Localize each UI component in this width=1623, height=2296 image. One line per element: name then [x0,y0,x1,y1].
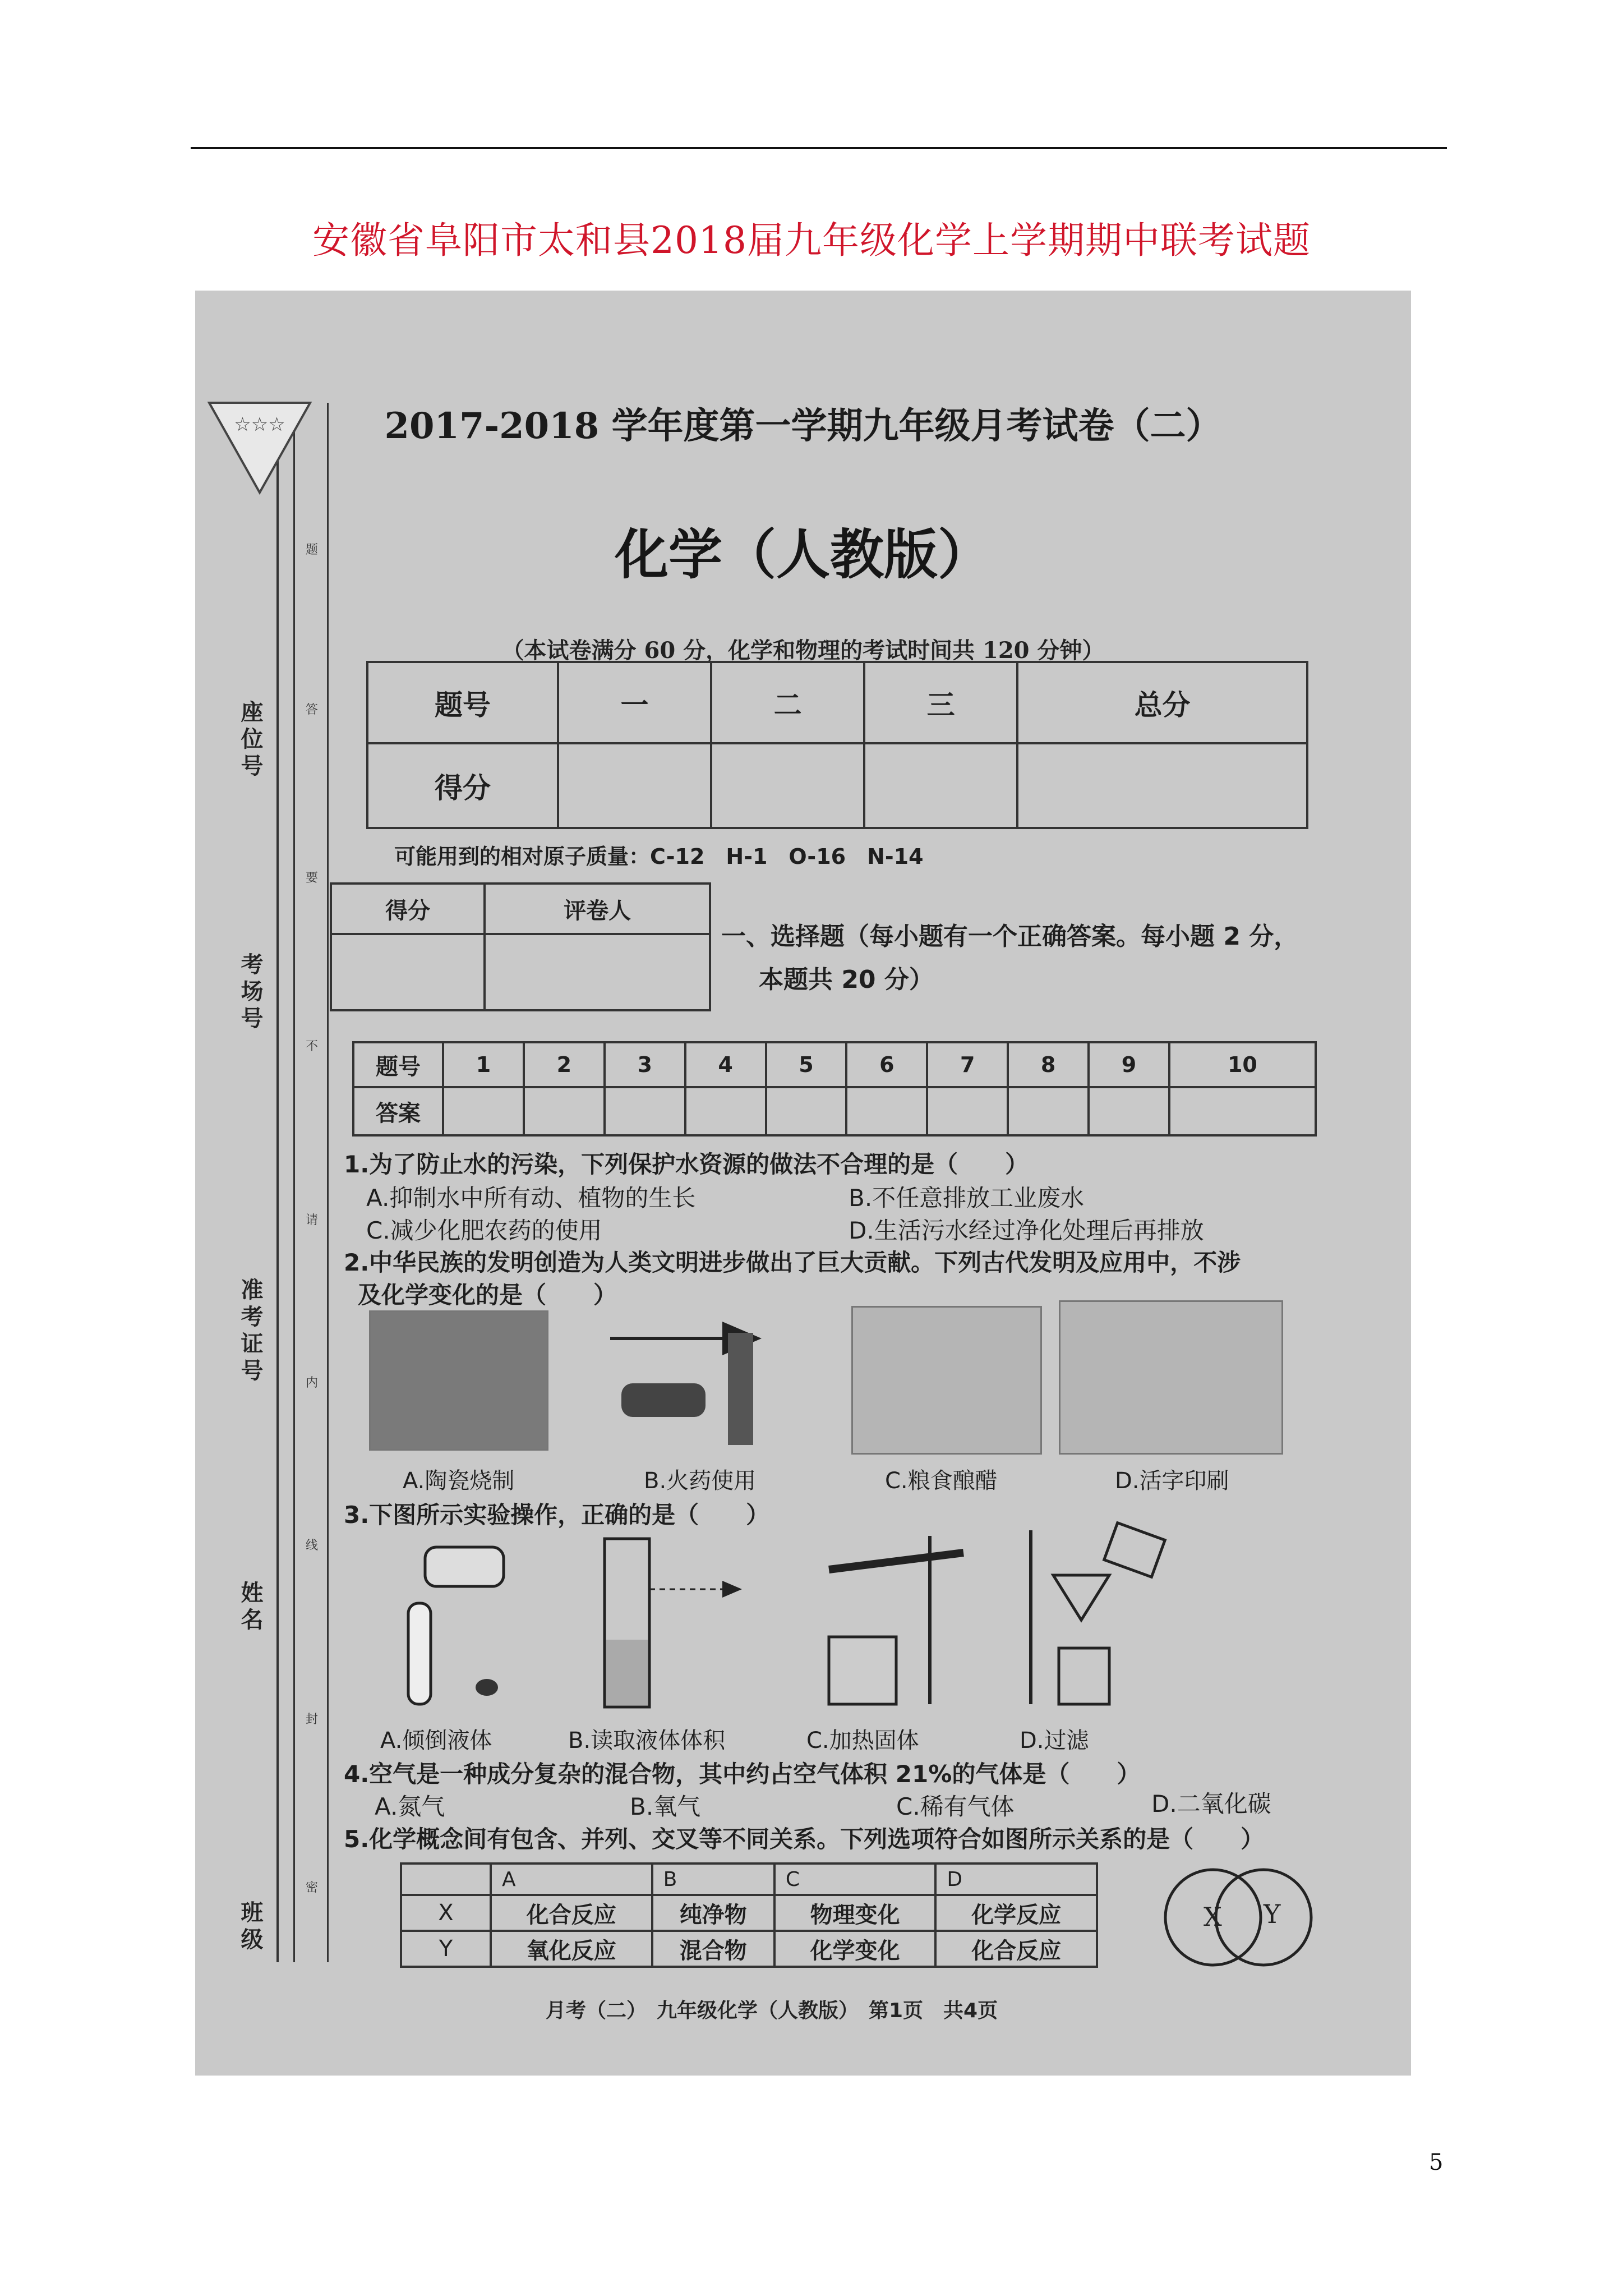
score-cell[interactable] [1017,743,1307,828]
q5-cell: 化合反应 [491,1895,652,1931]
q5-header-cell: D [935,1864,1097,1895]
q3-caption-a: A.倾倒液体 [380,1728,492,1754]
score-table-header: 三 [864,662,1017,743]
q2-caption-c: C.粮食酿醋 [885,1468,998,1494]
q5-row-label: X [401,1895,491,1931]
answer-cell[interactable] [443,1087,524,1135]
q3-caption-c: C.加热固体 [806,1728,919,1754]
answer-cell[interactable] [524,1087,605,1135]
subject-title: 化学（人教版） [615,523,992,586]
score-cell[interactable] [711,743,864,828]
question-2-stem-cont: 及化学变化的是（ ） [358,1281,617,1309]
q5-cell: 氧化反应 [491,1931,652,1967]
section1-title-cont: 本题共 20 分） [759,965,934,994]
grader-name-cell[interactable] [485,934,710,1010]
answer-number: 10 [1169,1042,1316,1087]
exam-title: 2017-2018 学年度第一学期九年级月考试卷（二） [384,405,1222,447]
score-table-header: 总分 [1017,662,1307,743]
binding-mark: 密 [306,1881,319,1895]
q4-option-b: B.氧气 [630,1793,701,1820]
answer-row-label: 题号 [353,1042,443,1087]
pottery-image [369,1310,548,1451]
answer-cell[interactable] [927,1087,1008,1135]
q5-cell: 化学变化 [774,1931,936,1967]
document-title: 安徽省阜阳市太和县2018届九年级化学上学期期中联考试题 [312,219,1311,262]
svg-text:☆☆☆: ☆☆☆ [234,413,285,436]
binding-mark: 题 [306,543,319,557]
question-4-stem: 4.空气是一种成分复杂的混合物，其中约占空气体积 21%的气体是（ ） [344,1760,1141,1788]
ticket-number-label: 准考证号 [237,1278,263,1386]
binding-mark: 要 [306,871,319,885]
q1-option-c: C.减少化肥农药的使用 [366,1217,602,1244]
q5-header-cell: B [652,1864,774,1895]
binding-mark: 内 [306,1376,319,1390]
filtration-icon [997,1519,1182,1715]
score-row-label: 得分 [367,743,558,828]
venn-diagram [1149,1858,1328,1976]
top-rule [191,147,1447,149]
answer-number: 5 [766,1042,847,1087]
q5-cell: 化合反应 [935,1931,1097,1967]
exam-room-label: 考场号 [237,953,263,1033]
pour-liquid-icon [369,1536,537,1715]
answer-number: 6 [846,1042,927,1087]
class-label: 班级 [237,1901,263,1954]
binding-mark: 不 [306,1039,319,1053]
score-cell[interactable] [864,743,1017,828]
score-cell[interactable] [558,743,711,828]
answer-number: 1 [443,1042,524,1087]
q5-row-label: Y [401,1931,491,1967]
grader-name-label: 评卷人 [485,884,710,934]
answer-number: 7 [927,1042,1008,1087]
q5-relation-table [400,1862,1098,1968]
q1-option-d: D.生活污水经过净化处理后再排放 [849,1217,1204,1244]
q5-cell: 物理变化 [774,1895,936,1931]
seat-number-label: 座位号 [237,700,263,781]
page-number: 5 [1429,2150,1444,2175]
binding-mark: 线 [306,1539,319,1553]
question-2-stem: 2.中华民族的发明创造为人类文明进步做出了巨大贡献。下列古代发明及应用中，不涉 [344,1249,1241,1276]
question-1-stem: 1.为了防止水的污染，下列保护水资源的做法不合理的是（ ） [344,1151,1029,1178]
answer-number: 8 [1008,1042,1089,1087]
q1-option-a: A.抑制水中所有动、植物的生长 [366,1184,696,1212]
q2-caption-a: A.陶瓷烧制 [403,1468,515,1494]
grader-score-cell[interactable] [331,934,485,1010]
answer-cell[interactable] [1169,1087,1316,1135]
atomic-masses: 可能用到的相对原子质量：C-12 H-1 O-16 N-14 [394,844,924,869]
answer-cell[interactable] [685,1087,766,1135]
vinegar-brewing-image [851,1306,1042,1455]
question-3-stem: 3.下图所示实验操作，正确的是（ ） [344,1501,770,1529]
binding-mark: 答 [306,703,319,717]
q5-cell: 纯净物 [652,1895,774,1931]
q3-caption-d: D.过滤 [1020,1728,1089,1754]
movable-type-printing-image [1059,1300,1283,1455]
grader-table [330,882,711,1011]
q1-option-b: B.不任意排放工业废水 [849,1184,1085,1212]
answer-row-label: 答案 [353,1087,443,1135]
exam-note: （本试卷满分 60 分，化学和物理的考试时间共 120 分钟） [501,637,1105,664]
score-table-header: 题号 [367,662,558,743]
q4-option-d: D.二氧化碳 [1151,1790,1271,1818]
answer-number: 4 [685,1042,766,1087]
binding-mark: 封 [306,1713,319,1727]
score-table-header: 二 [711,662,864,743]
q5-cell: 化学反应 [935,1895,1097,1931]
name-label: 姓名 [237,1581,263,1635]
question-5-stem: 5.化学概念间有包含、并列、交叉等不同关系。下列选项符合如图所示关系的是（ ） [344,1825,1265,1853]
q5-header-cell: C [774,1864,936,1895]
gunpowder-rocket-icon [599,1310,784,1451]
score-table-header: 一 [558,662,711,743]
scanned-exam-page [195,291,1411,2076]
graduated-cylinder-icon [582,1527,762,1713]
q5-header-cell: A [491,1864,652,1895]
heating-solid-icon [795,1525,997,1715]
answer-number: 9 [1089,1042,1169,1087]
answer-cell[interactable] [605,1087,685,1135]
venn-label-y: Y [1264,1899,1281,1929]
answer-cell[interactable] [1008,1087,1089,1135]
q5-cell: 混合物 [652,1931,774,1967]
answer-cell[interactable] [846,1087,927,1135]
q5-header-cell [401,1864,491,1895]
q2-caption-d: D.活字印刷 [1115,1468,1229,1494]
answer-table [352,1041,1317,1137]
score-table [366,661,1308,829]
q4-option-a: A.氮气 [375,1793,445,1820]
answer-number: 3 [605,1042,685,1087]
answer-number: 2 [524,1042,605,1087]
answer-cell[interactable] [766,1087,847,1135]
venn-label-x: X [1204,1902,1222,1932]
exam-page-footer: 月考（二） 九年级化学（人教版） 第1页 共4页 [546,1999,998,2022]
answer-cell[interactable] [1089,1087,1169,1135]
q3-caption-b: B.读取液体体积 [568,1728,726,1754]
q4-option-c: C.稀有气体 [896,1793,1015,1820]
binding-mark: 请 [306,1213,319,1227]
section1-title: 一、选择题（每小题有一个正确答案。每小题 2 分， [721,922,1299,951]
grader-score-label: 得分 [331,884,485,934]
q2-caption-b: B.火药使用 [644,1468,757,1494]
